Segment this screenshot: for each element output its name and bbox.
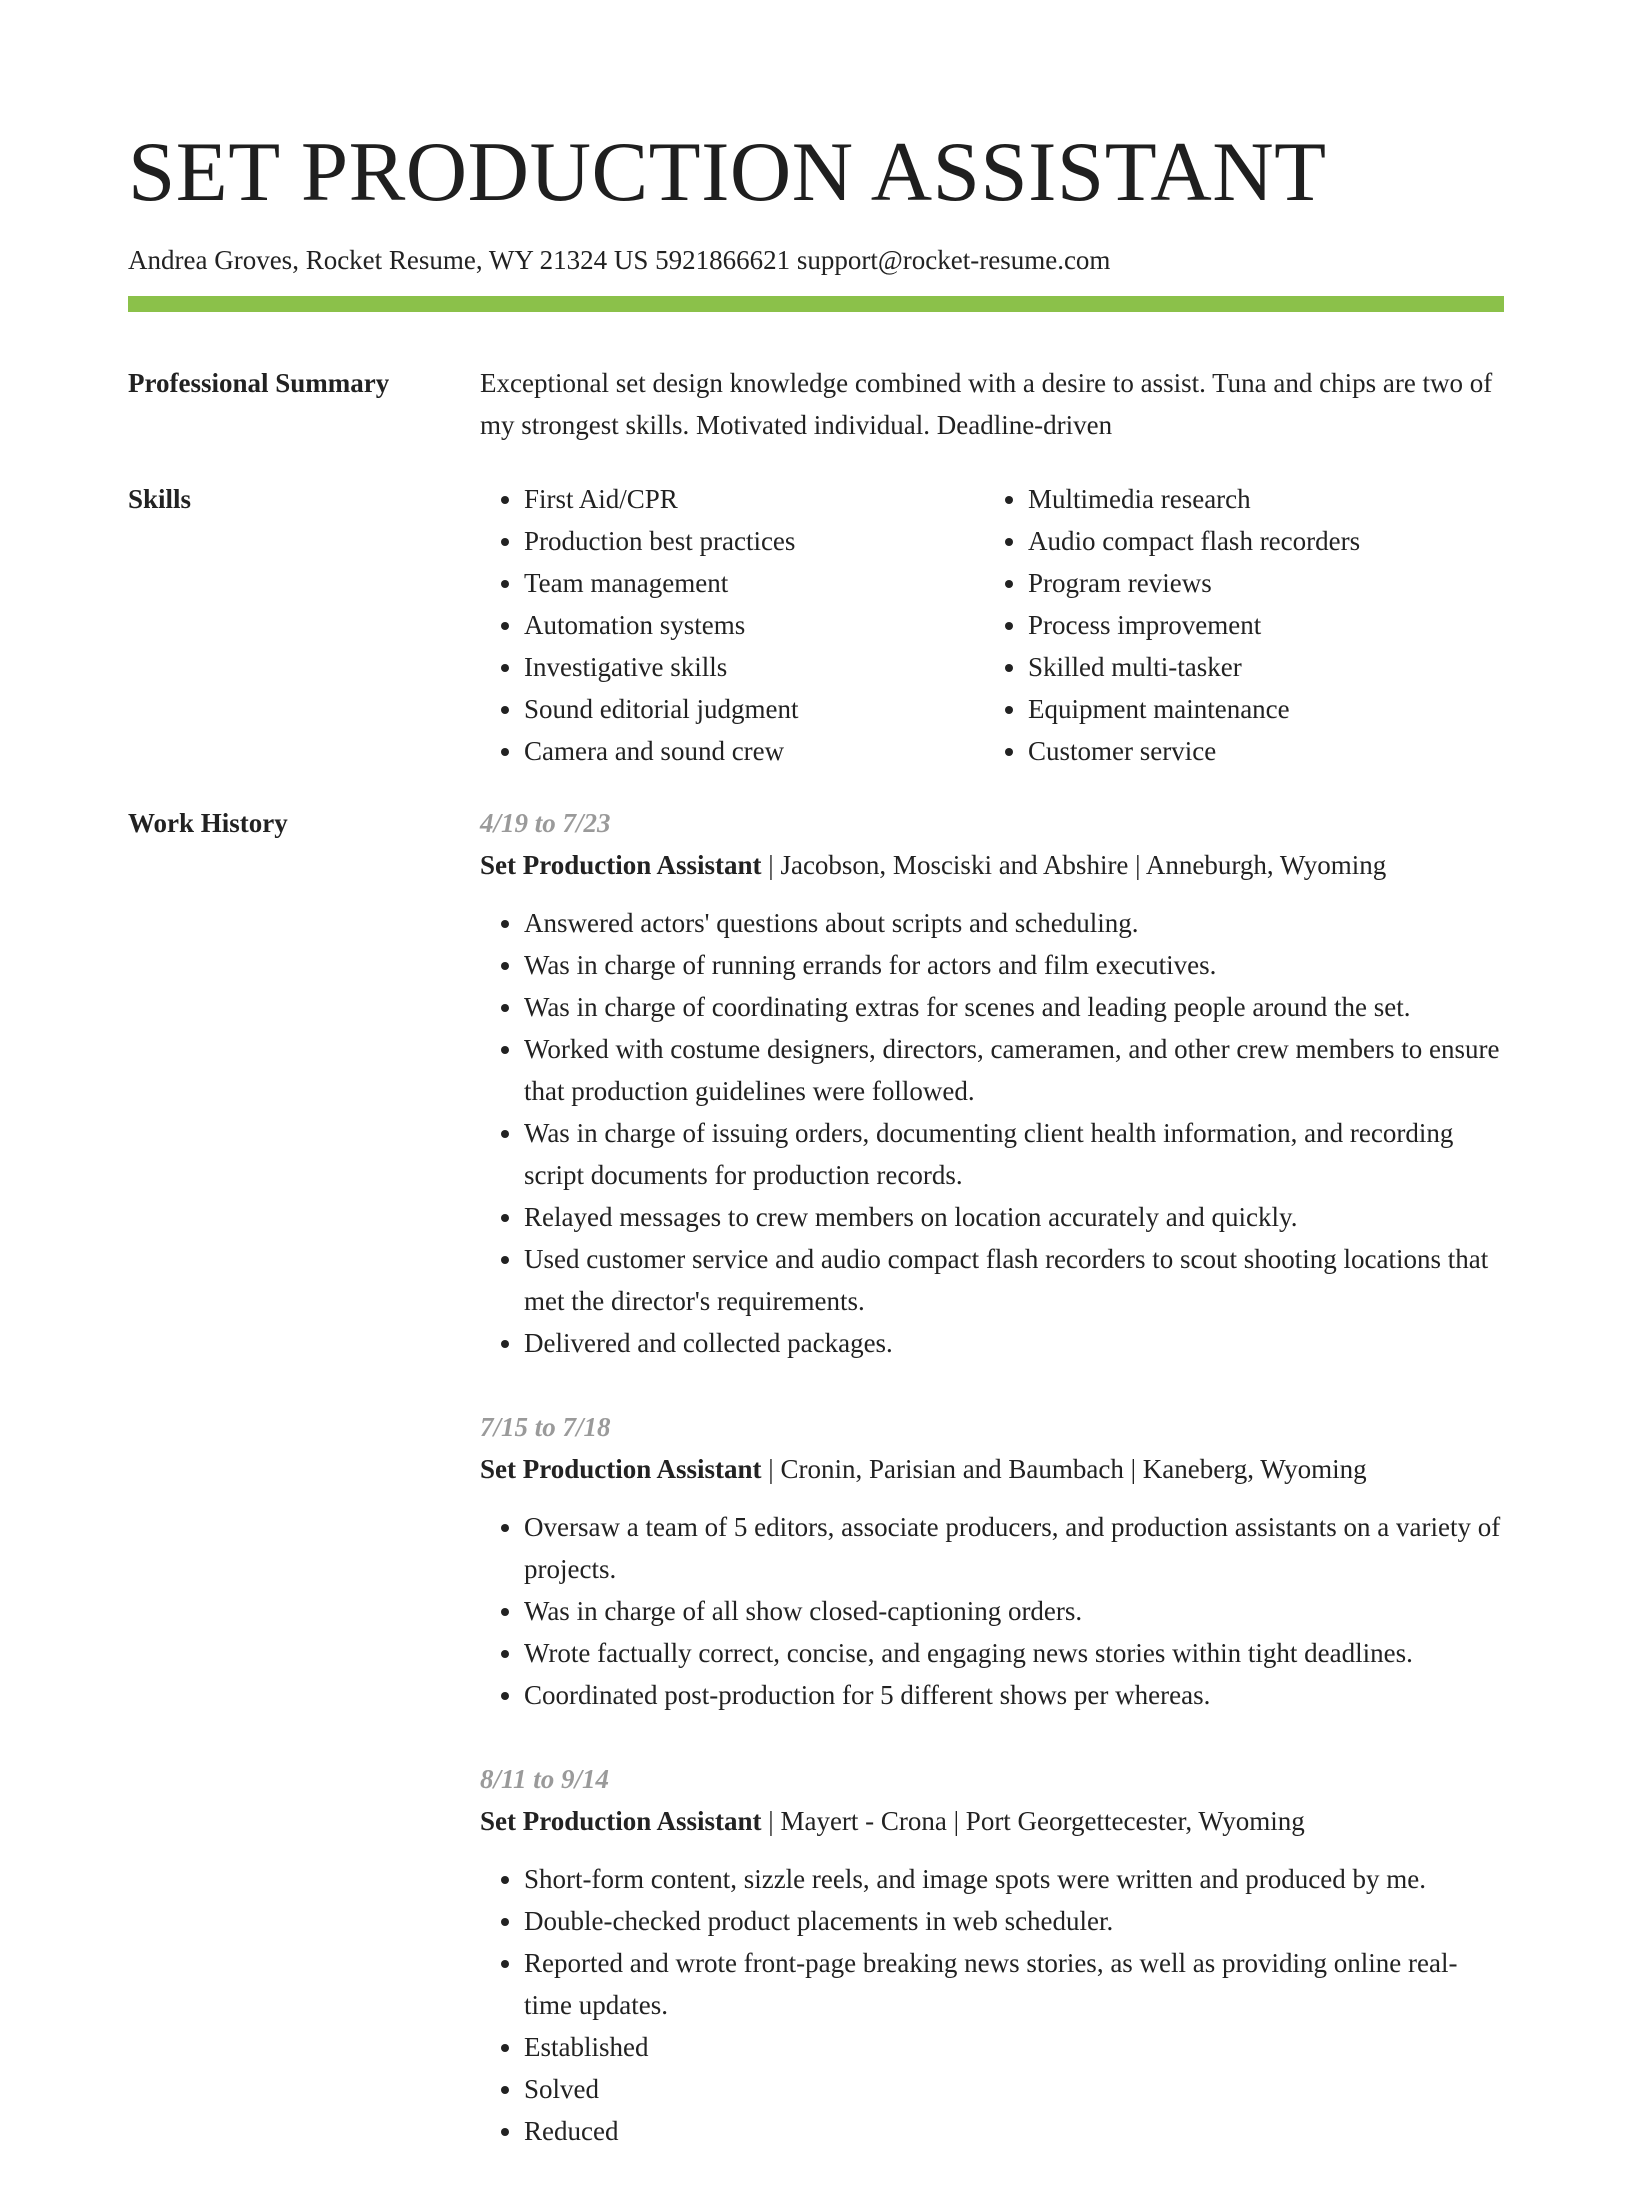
job-entry: [480, 1758, 1504, 2152]
job-bullet: • Was in charge of coordinating extras for scenes and leading people around the set.: [524, 986, 1504, 1028]
job-bullet: • Wrote factually correct, concise, and engaging news stories within tight deadlines.: [524, 1632, 1504, 1674]
job-bullet: • Answered actors' questions about scripts and scheduling.: [524, 902, 1504, 944]
summary-text: Exceptional set design knowledge combined with a desire to assist. Tuna and chips are two of my strongest skills. Motivated individual. Deadline-driven: [480, 368, 1493, 440]
contact-line: Andrea Groves, Rocket Resume, WY 21324 US 5921866621 support@rocket-resume.com: [128, 245, 1111, 275]
skill-item: • Camera and sound crew: [524, 730, 984, 772]
accent-divider: [128, 296, 1504, 312]
job-bullet: • Reduced: [524, 2110, 1504, 2152]
job-bullet: • Short-form content, sizzle reels, and image spots were written and produced by me.: [524, 1858, 1504, 1900]
job-bullet: • Was in charge of issuing orders, documenting client health information, and recording script documents for production records.: [524, 1112, 1504, 1196]
job-heading: [480, 1800, 1504, 1842]
skills-section: [128, 478, 1504, 772]
skill-item: • Multimedia research: [1028, 478, 1500, 520]
professional-summary-section: [128, 362, 1504, 446]
job-bullet: • Reported and wrote front-page breaking news stories, as well as providing online real-time updates.: [524, 1942, 1504, 2026]
job-title: Set Production Assistant: [480, 1806, 762, 1836]
work-history-section: [128, 802, 1504, 2194]
job-details: | Jacobson, Mosciski and Abshire | Anneburgh, Wyoming: [761, 850, 1387, 880]
job-bullet: • Oversaw a team of 5 editors, associate producers, and production assistants on a variety of projects.: [524, 1506, 1504, 1590]
skill-item: • First Aid/CPR: [524, 478, 984, 520]
job-details: | Mayert - Crona | Port Georgettecester, Wyoming: [761, 1806, 1305, 1836]
job-title: Set Production Assistant: [480, 850, 762, 880]
job-bullet: • Relayed messages to crew members on location accurately and quickly.: [524, 1196, 1504, 1238]
skill-item: • Equipment maintenance: [1028, 688, 1500, 730]
job-bullet: • Worked with costume designers, directors, cameramen, and other crew members to ensure that production guidelines were followed.: [524, 1028, 1504, 1112]
job-bullet: • Used customer service and audio compact flash recorders to scout shooting locations that met the director's requirements.: [524, 1238, 1504, 1322]
skill-item: • Investigative skills: [524, 646, 984, 688]
skills-columns: [480, 478, 1504, 772]
skill-item: • Team management: [524, 562, 984, 604]
job-bullet: • Was in charge of running errands for actors and film executives.: [524, 944, 1504, 986]
resume-page: [128, 0, 1504, 2194]
job-dates: 4/19 to 7/23: [480, 808, 611, 838]
skills-list-left: [480, 478, 984, 772]
skill-item: • Skilled multi-tasker: [1028, 646, 1500, 688]
work-history-label: Work History: [128, 808, 288, 838]
summary-label: Professional Summary: [128, 368, 390, 398]
work-history-body: [480, 802, 1504, 2194]
job-bullets: [480, 1858, 1504, 2152]
resume-title: SET PRODUCTION ASSISTANT: [128, 125, 1327, 219]
skill-item: • Automation systems: [524, 604, 984, 646]
job-heading: [480, 1448, 1504, 1490]
skill-item: • Audio compact flash recorders: [1028, 520, 1500, 562]
skills-label: Skills: [128, 484, 192, 514]
job-entry: [480, 802, 1504, 1364]
skill-item: • Production best practices: [524, 520, 984, 562]
job-bullet: • Solved: [524, 2068, 1504, 2110]
job-heading: [480, 844, 1504, 886]
skills-body: [480, 478, 1504, 772]
job-entry: [480, 1406, 1504, 1716]
skill-item: • Sound editorial judgment: [524, 688, 984, 730]
job-dates: 7/15 to 7/18: [480, 1412, 611, 1442]
job-bullet: • Coordinated post-production for 5 different shows per whereas.: [524, 1674, 1504, 1716]
job-bullets: [480, 1506, 1504, 1716]
job-bullet: • Established: [524, 2026, 1504, 2068]
skill-item: • Customer service: [1028, 730, 1500, 772]
job-bullet: • Double-checked product placements in web scheduler.: [524, 1900, 1504, 1942]
job-bullet: • Delivered and collected packages.: [524, 1322, 1504, 1364]
job-bullet: • Was in charge of all show closed-captioning orders.: [524, 1590, 1504, 1632]
job-title: Set Production Assistant: [480, 1454, 762, 1484]
job-bullets: [480, 902, 1504, 1364]
skill-item: • Program reviews: [1028, 562, 1500, 604]
skills-list-right: [984, 478, 1500, 772]
skill-item: • Process improvement: [1028, 604, 1500, 646]
job-dates: 8/11 to 9/14: [480, 1764, 610, 1794]
job-details: | Cronin, Parisian and Baumbach | Kaneberg, Wyoming: [761, 1454, 1367, 1484]
